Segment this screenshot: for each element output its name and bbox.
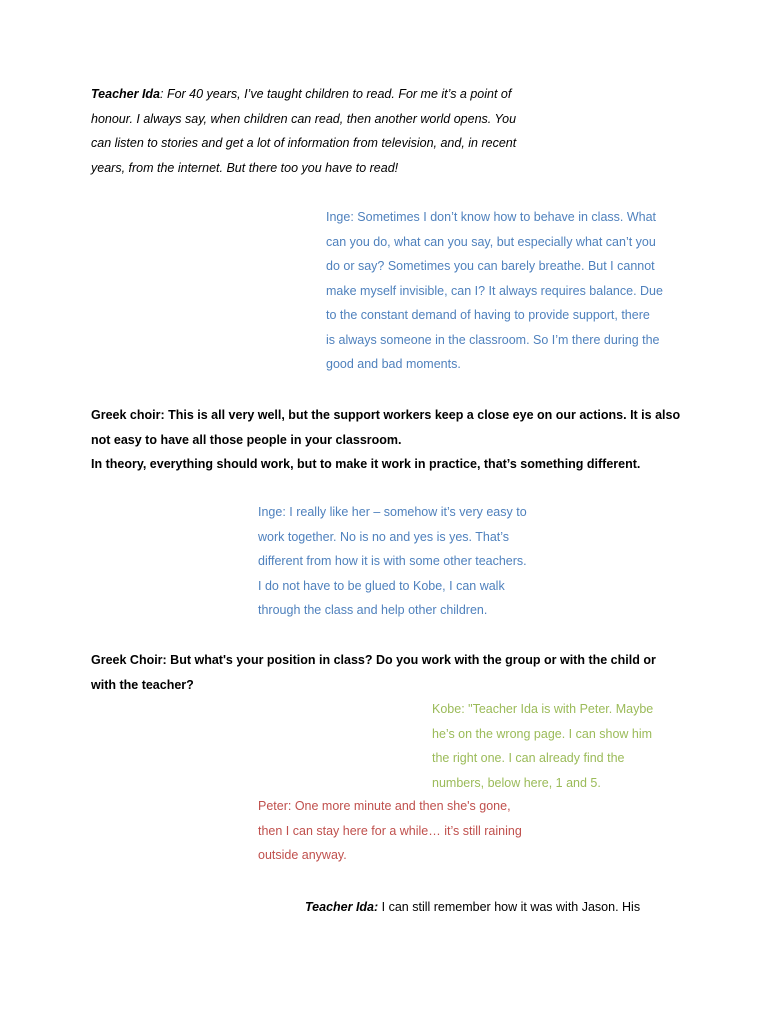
paragraph-line: good and bad moments. — [326, 357, 461, 371]
greek-choir-first-paragraph — [91, 403, 691, 477]
paragraph-line: outside anyway. — [258, 848, 347, 862]
paragraph-line: can you do, what can you say, but especially what can’t you — [326, 234, 656, 249]
paragraph-line: I do not have to be glued to Kobe, I can walk — [258, 578, 505, 593]
line-text: I can still remember how it was with Jason. His — [378, 900, 641, 914]
teacher-ida-closing-paragraph — [305, 895, 705, 920]
paragraph-line: Peter: One more minute and then she's gone, — [258, 799, 511, 813]
paragraph-line: make myself invisible, can I? It always requires balance. Due — [326, 283, 663, 298]
peter-paragraph — [258, 794, 558, 868]
paragraph-line: work together. No is no and yes is yes. That’s — [258, 529, 510, 544]
speaker-name: Teacher Ida — [91, 87, 161, 101]
paragraph-line: he’s on the wrong page. I can show him — [432, 726, 653, 741]
paragraph-line: is always someone in the classroom. So I’m there during the — [326, 332, 660, 347]
paragraph-line: not easy to have all those people in your classroom. — [91, 432, 402, 447]
paragraph-line: the right one. I can already find the — [432, 751, 625, 765]
paragraph-line: Inge: Sometimes I don’t know how to behave in class. What — [326, 210, 657, 224]
paragraph-line: then I can stay here for a while… it’s still raining — [258, 823, 522, 838]
paragraph-line: do or say? Sometimes you can barely breathe. But I cannot — [326, 259, 655, 273]
greek-choir-second-paragraph — [91, 648, 691, 697]
paragraph-line — [305, 895, 705, 920]
teacher-ida-intro-paragraph — [91, 82, 551, 180]
paragraph-line: honour. I always say, when children can read, then another world opens. You — [91, 111, 517, 126]
inge-second-paragraph — [258, 500, 558, 623]
line-text: : For 40 years, I’ve taught children to read. For me it’s a point of — [160, 87, 512, 101]
paragraph-line: Inge: I really like her – somehow it’s very easy to — [258, 505, 527, 519]
paragraph-line: with the teacher? — [91, 677, 194, 692]
paragraph-line: to the constant demand of having to provide support, there — [326, 308, 650, 322]
paragraph-line: years, from the internet. But there too you have to read! — [91, 160, 399, 175]
paragraph-line: can listen to stories and get a lot of information from television, and, in recent — [91, 136, 517, 150]
paragraph-line — [91, 82, 551, 107]
paragraph-line: Kobe: "Teacher Ida is with Peter. Maybe — [432, 702, 654, 716]
speaker-name: Teacher Ida: — [305, 900, 379, 914]
paragraph-line: different from how it is with some other teachers. — [258, 554, 527, 568]
paragraph-line: Greek Choir: But what's your position in class? Do you work with the group or with the child or — [91, 653, 656, 667]
paragraph-line: Greek choir: This is all very well, but the support workers keep a close eye on our actions. It is also — [91, 408, 681, 422]
paragraph-line: numbers, below here, 1 and 5. — [432, 775, 601, 790]
paragraph-line: through the class and help other children. — [258, 603, 488, 617]
inge-first-paragraph — [326, 205, 686, 377]
kobe-paragraph — [432, 697, 692, 795]
paragraph-line: In theory, everything should work, but to make it work in practice, that’s something different. — [91, 457, 641, 471]
